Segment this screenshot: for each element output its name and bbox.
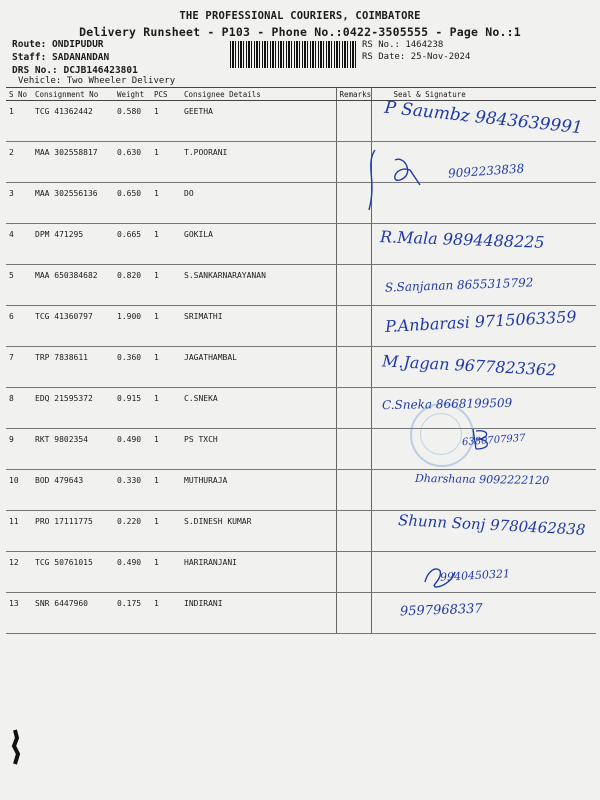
row-sno: 8: [6, 388, 32, 429]
row-sno: 7: [6, 347, 32, 388]
row-consignment: TRP 7838611: [32, 347, 114, 388]
signature-3-stroke: [365, 145, 425, 215]
row-remarks: [336, 306, 371, 347]
rs-number: RS No.: 1464238: [362, 40, 444, 50]
row-pcs: 1: [151, 429, 181, 470]
col-remarks: Remarks: [336, 88, 371, 101]
row-weight: 0.360: [114, 347, 151, 388]
row-sno: 12: [6, 552, 32, 593]
row-consignment: TCG 50761015: [32, 552, 114, 593]
vehicle-label: Vehicle: Two Wheeler Delivery: [18, 76, 176, 86]
row-consignment: TCG 41362442: [32, 101, 114, 142]
col-consignee: Consignee Details: [181, 88, 336, 101]
row-pcs: 1: [151, 306, 181, 347]
row-remarks: [336, 388, 371, 429]
signature-7: M.Jagan 9677823362: [381, 351, 557, 380]
row-consignee: GEETHA: [181, 101, 336, 142]
signature-4: R.Mala 9894488225: [379, 227, 545, 252]
row-pcs: 1: [151, 388, 181, 429]
row-consignment: DPM 471295: [32, 224, 114, 265]
row-sno: 1: [6, 101, 32, 142]
row-consignee: PS TXCH: [181, 429, 336, 470]
row-remarks: [336, 511, 371, 552]
row-pcs: 1: [151, 101, 181, 142]
signature-9-stroke: [470, 425, 500, 453]
row-sno: 13: [6, 593, 32, 634]
row-consignment: BOD 479643: [32, 470, 114, 511]
row-weight: 0.490: [114, 552, 151, 593]
col-weight: Weight: [114, 88, 151, 101]
row-pcs: 1: [151, 224, 181, 265]
row-weight: 0.650: [114, 183, 151, 224]
signature-12: 9940450321: [439, 567, 511, 584]
rs-date: RS Date: 25-Nov-2024: [362, 52, 471, 62]
row-weight: 0.820: [114, 265, 151, 306]
signature-10: Dharshana 9092222120: [414, 471, 550, 488]
row-weight: 0.175: [114, 593, 151, 634]
row-pcs: 1: [151, 511, 181, 552]
drs-number: DRS No.: DCJB146423801: [12, 65, 138, 76]
row-pcs: 1: [151, 470, 181, 511]
row-remarks: [336, 265, 371, 306]
signature-13: 9597968337: [399, 601, 483, 620]
row-consignment: MAA 302556136: [32, 183, 114, 224]
row-weight: 0.490: [114, 429, 151, 470]
row-pcs: 1: [151, 552, 181, 593]
signature-5: S.Sanjanan 8655315792: [384, 275, 534, 295]
col-signature: Seal & Signature: [371, 88, 596, 101]
row-sno: 4: [6, 224, 32, 265]
row-consignee: S.SANKARNARAYANAN: [181, 265, 336, 306]
seal-stamp-inner: [420, 413, 462, 455]
row-consignment: MAA 650384682: [32, 265, 114, 306]
row-sno: 3: [6, 183, 32, 224]
col-sno: S No: [6, 88, 32, 101]
route-label: Route: ONDIPUDUR: [12, 39, 104, 50]
row-pcs: 1: [151, 593, 181, 634]
row-consignment: RKT 9802354: [32, 429, 114, 470]
row-remarks: [336, 101, 371, 142]
row-consignee: MUTHURAJA: [181, 470, 336, 511]
row-consignee: INDIRANI: [181, 593, 336, 634]
row-sno: 10: [6, 470, 32, 511]
signature-2: 9092233838: [447, 161, 525, 181]
row-remarks: [336, 224, 371, 265]
row-consignment: PRO 17111775: [32, 511, 114, 552]
company-title: THE PROFESSIONAL COURIERS, COIMBATORE: [179, 10, 421, 22]
row-remarks: [336, 347, 371, 388]
row-pcs: 1: [151, 142, 181, 183]
row-consignment: MAA 302558817: [32, 142, 114, 183]
table-row: [6, 593, 596, 634]
row-weight: 1.900: [114, 306, 151, 347]
row-pcs: 1: [151, 347, 181, 388]
row-remarks: [336, 429, 371, 470]
row-consignment: EDQ 21595372: [32, 388, 114, 429]
col-consignment: Consignment No: [32, 88, 114, 101]
signature-9: 6380707937: [461, 432, 526, 449]
signature-6: P.Anbarasi 9715063359: [384, 306, 578, 337]
row-consignment: SNR 6447960: [32, 593, 114, 634]
row-sno: 11: [6, 511, 32, 552]
row-remarks: [336, 552, 371, 593]
col-pcs: PCS: [151, 88, 181, 101]
row-remarks: [336, 593, 371, 634]
row-sno: 5: [6, 265, 32, 306]
signature-8: C.Sneka 8668199509: [381, 395, 513, 413]
barcode: [230, 41, 356, 68]
table-header-row: [6, 88, 596, 101]
row-consignee: S.DINESH KUMAR: [181, 511, 336, 552]
row-remarks: [336, 470, 371, 511]
row-consignee: C.SNEKA: [181, 388, 336, 429]
runsheet-subtitle: Delivery Runsheet - P103 - Phone No.:0422-3505555 - Page No.:1: [79, 25, 521, 39]
row-weight: 0.915: [114, 388, 151, 429]
row-sno: 6: [6, 306, 32, 347]
row-consignee: JAGATHAMBAL: [181, 347, 336, 388]
row-consignee: DO: [181, 183, 336, 224]
row-consignee: T.POORANI: [181, 142, 336, 183]
row-sno: 9: [6, 429, 32, 470]
row-weight: 0.220: [114, 511, 151, 552]
row-pcs: 1: [151, 183, 181, 224]
row-consignee: GOKILA: [181, 224, 336, 265]
row-pcs: 1: [151, 265, 181, 306]
punch-hole-mark: [8, 728, 22, 768]
signature-12-stroke: [420, 562, 460, 592]
row-consignee: SRIMATHI: [181, 306, 336, 347]
row-weight: 0.630: [114, 142, 151, 183]
row-consignee: HARIRANJANI: [181, 552, 336, 593]
row-weight: 0.580: [114, 101, 151, 142]
row-sno: 2: [6, 142, 32, 183]
row-weight: 0.665: [114, 224, 151, 265]
table-row: [6, 183, 596, 224]
signature-1: P Saumbz 9843639991: [383, 97, 584, 139]
staff-label: Staff: SADANANDAN: [12, 52, 110, 63]
signature-11: Shunn Sonj 9780462838: [397, 511, 586, 539]
row-weight: 0.330: [114, 470, 151, 511]
row-consignment: TCG 41360797: [32, 306, 114, 347]
